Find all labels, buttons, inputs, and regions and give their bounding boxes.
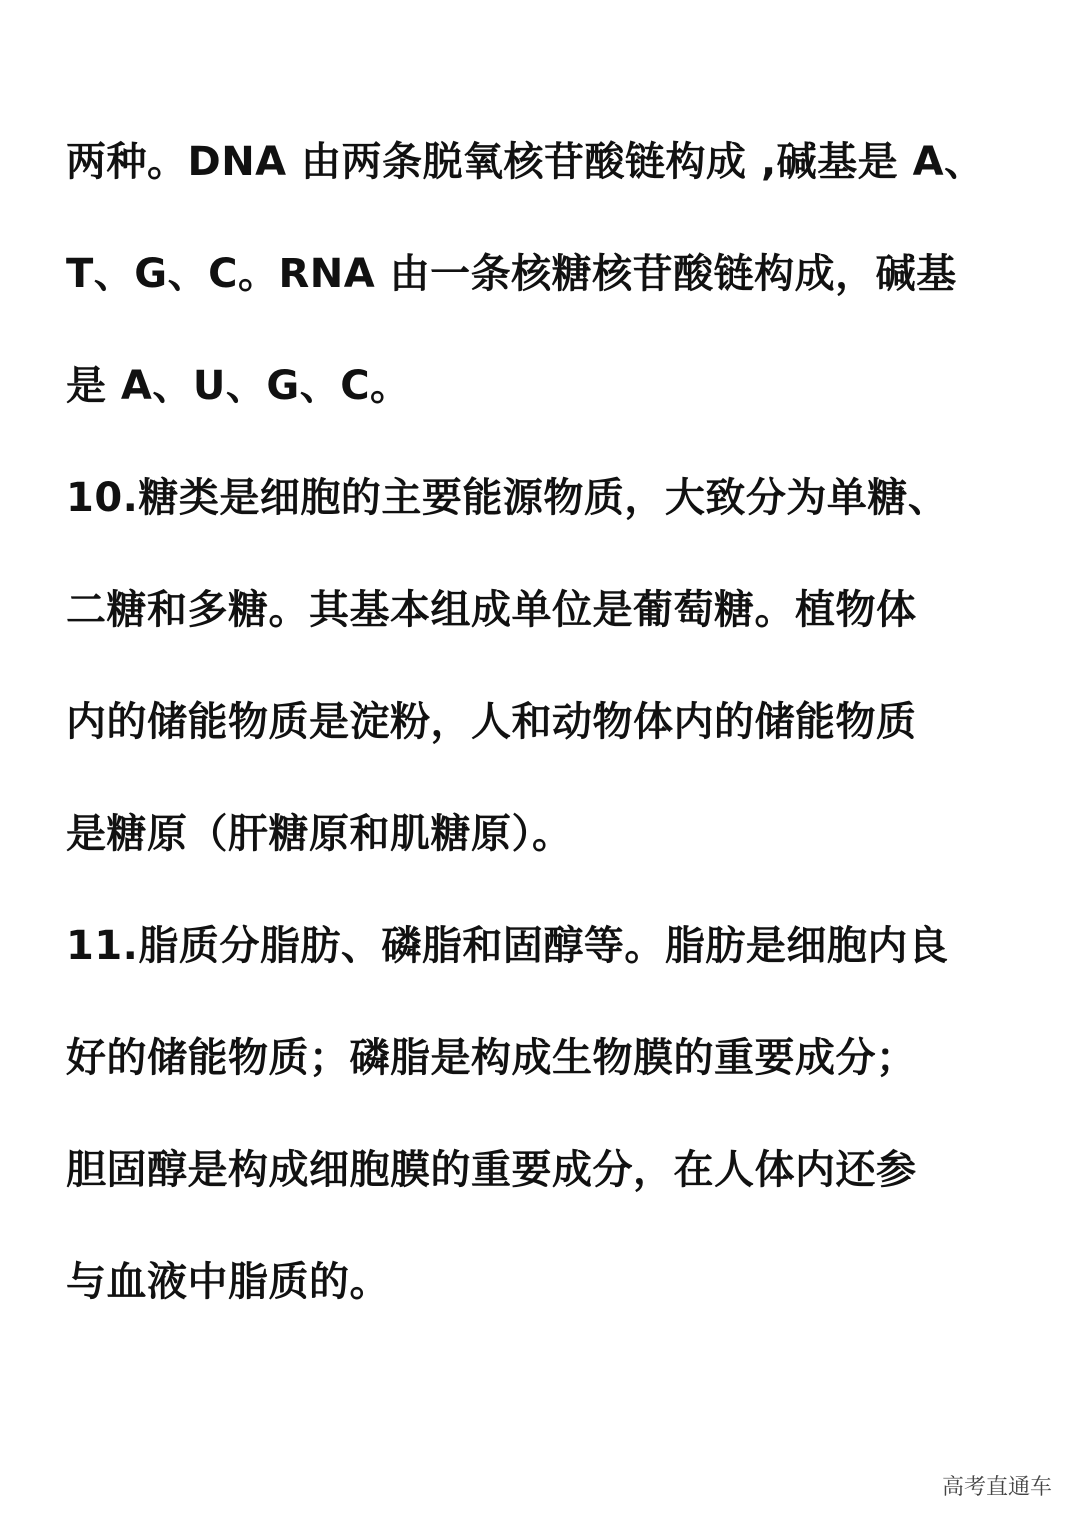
- text-line: 11.脂质分脂肪、磷脂和固醇等。脂肪是细胞内良: [66, 923, 949, 969]
- text-line: T、G、C。RNA 由一条核糖核苷酸链构成，碱基: [66, 251, 957, 297]
- text-line: 是 A、U、G、C。: [66, 363, 411, 409]
- watermark-text: 高考直通车: [941, 1475, 1052, 1500]
- text-line: 两种。DNA 由两条脱氧核苷酸链构成 ,碱基是 A、: [66, 139, 985, 185]
- text-line: 胆固醇是构成细胞膜的重要成分，在人体内还参: [66, 1147, 917, 1193]
- text-line: 与血液中脂质的。: [66, 1259, 390, 1305]
- text-line: 内的储能物质是淀粉，人和动物体内的储能物质: [66, 699, 917, 745]
- text-line: 好的储能物质；磷脂是构成生物膜的重要成分；: [66, 1035, 917, 1081]
- text-line: 是糖原（肝糖原和肌糖原）。: [66, 811, 573, 857]
- text-line: 10.糖类是细胞的主要能源物质，大致分为单糖、: [66, 475, 949, 521]
- text-line: 二糖和多糖。其基本组成单位是葡萄糖。植物体: [66, 587, 917, 633]
